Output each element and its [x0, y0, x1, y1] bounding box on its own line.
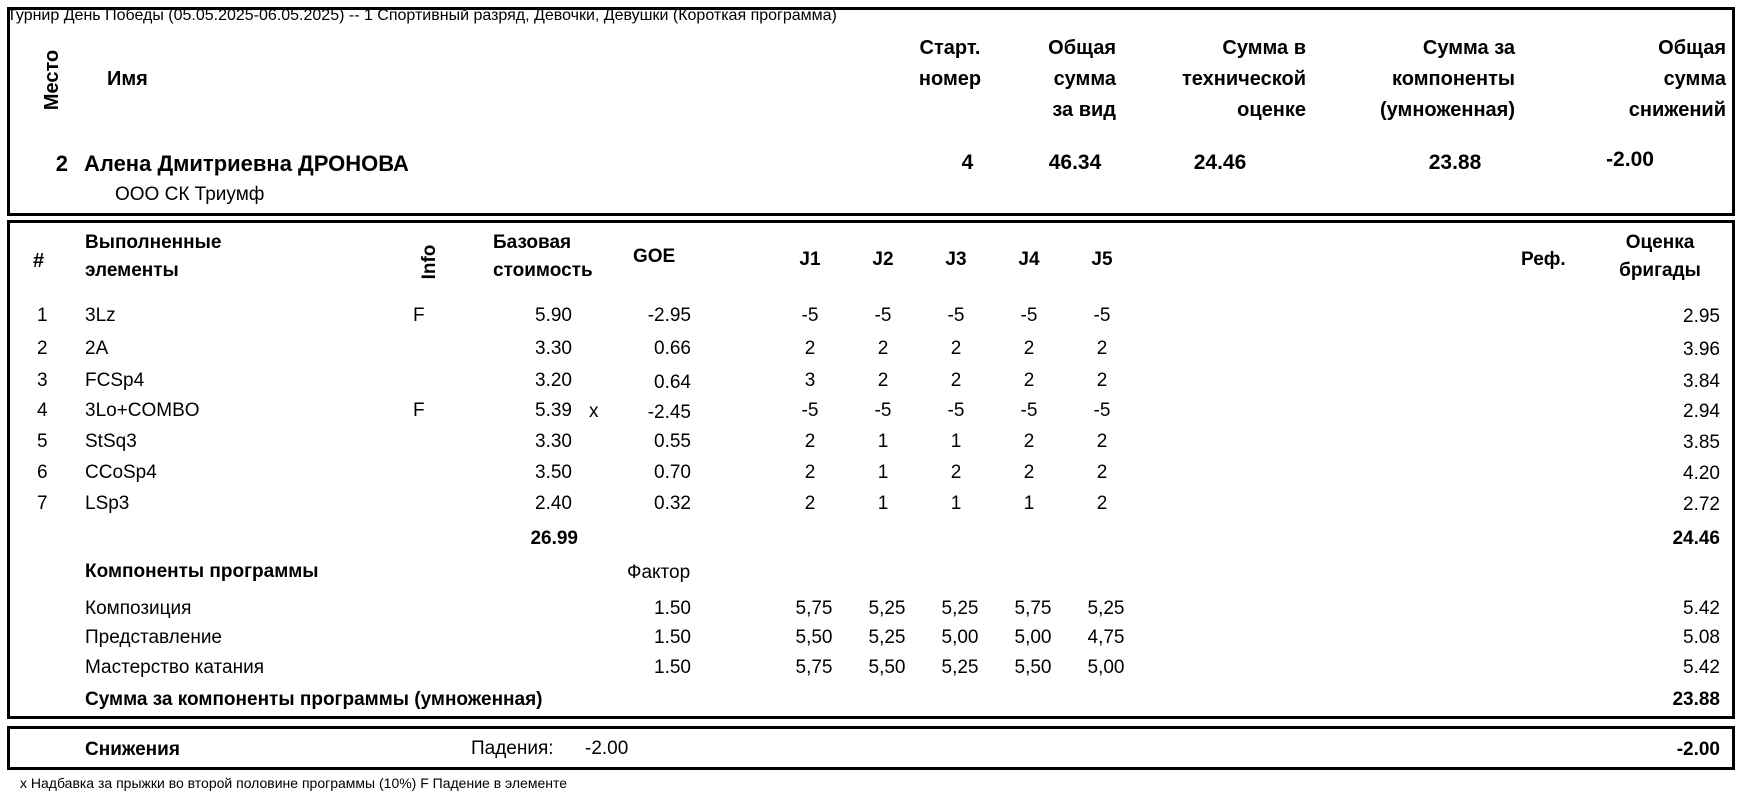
element-row-number: 4 [37, 400, 48, 421]
element-judge-score: 2 [804, 431, 816, 452]
technical-score-header-line: оценке [1237, 99, 1306, 121]
element-judge-score: 2 [1023, 431, 1035, 452]
element-judge-score: -5 [947, 400, 965, 421]
technical-score-header-line: технической [1181, 68, 1306, 90]
element-code: StSq3 [85, 431, 137, 452]
total-score-header-line: сумма [1053, 68, 1116, 90]
skater-deductions: -2.00 [1606, 148, 1654, 171]
skater-club: ООО СК Триумф [115, 184, 265, 205]
element-code: 3Lo+COMBO [85, 400, 200, 421]
deductions-total-header [1570, 33, 1726, 126]
element-goe: 0.70 [654, 462, 691, 483]
component-name: Мастерство катания [85, 657, 264, 678]
component-judge-score: 5,50 [1014, 657, 1052, 678]
element-judge-score: 1 [877, 431, 889, 452]
element-bonus-mark: x [589, 401, 599, 422]
element-goe: -2.45 [647, 402, 691, 423]
technical-score-header [1130, 33, 1306, 126]
element-judge-score: 3 [804, 370, 816, 391]
element-judge-score: 2 [804, 493, 816, 514]
element-code: FCSp4 [85, 370, 145, 391]
start-number-header [900, 33, 1000, 95]
judge-3-header: J3 [945, 249, 967, 270]
element-base-value: 2.40 [535, 493, 572, 514]
element-judge-score: 1 [1023, 493, 1035, 514]
element-judge-score: 2 [1096, 462, 1108, 483]
base-value-header-line: Базовая [493, 232, 572, 253]
judge-2-header: J2 [872, 249, 894, 270]
element-judge-score: 2 [1096, 431, 1108, 452]
element-row-number: 2 [37, 338, 48, 359]
element-info: F [413, 400, 425, 421]
element-judge-score: 2 [1096, 338, 1108, 359]
element-code: CCoSp4 [85, 462, 157, 483]
element-judge-score: -5 [801, 400, 819, 421]
element-panel-score: 3.96 [1683, 339, 1720, 360]
component-judge-score: 5,25 [1087, 598, 1125, 619]
element-base-value: 3.30 [535, 431, 572, 452]
event-title: Турнир День Победы (05.05.2025-06.05.2025) -- 1 Спортивный разряд, Девочки, Девушки (Короткая программа) [7, 7, 837, 24]
element-panel-score: 2.94 [1683, 401, 1720, 422]
start-number-header-line: номер [918, 68, 982, 90]
base-value-header [493, 229, 593, 285]
skater-place: 2 [55, 151, 68, 176]
technical-score-header-line: Сумма в [1222, 37, 1306, 59]
element-info: F [413, 305, 425, 326]
component-judge-score: 5,25 [941, 657, 979, 678]
elements-header-line: элементы [85, 260, 179, 281]
footnote: x Надбавка за прыжки во второй половине программы (10%) F Падение в элементе [20, 775, 567, 791]
components-total-label: Сумма за компоненты программы (умноженная) [85, 689, 543, 710]
element-panel-score: 2.95 [1683, 306, 1720, 327]
element-judge-score: 2 [1023, 370, 1035, 391]
element-judge-score: 1 [950, 431, 962, 452]
element-base-value: 3.50 [535, 462, 572, 483]
component-factor: 1.50 [654, 657, 691, 678]
components-score-header-line: Сумма за [1422, 37, 1515, 59]
component-judge-score: 5,00 [1087, 657, 1125, 678]
component-judge-score: 4,75 [1087, 627, 1125, 648]
element-judge-score: 2 [1096, 493, 1108, 514]
skater-components-score: 23.88 [1428, 151, 1482, 174]
element-judge-score: -5 [1093, 400, 1111, 421]
component-factor: 1.50 [654, 627, 691, 648]
component-panel-score: 5.42 [1683, 657, 1720, 678]
component-judge-score: 5,75 [1014, 598, 1052, 619]
element-judge-score: 2 [1023, 462, 1035, 483]
element-row-number: 3 [37, 370, 48, 391]
element-row-number: 1 [37, 305, 48, 326]
element-judge-score: 2 [804, 338, 816, 359]
deductions-total-value: -2.00 [1676, 739, 1720, 760]
elements-header [85, 229, 221, 285]
element-judge-score: -5 [874, 305, 892, 326]
judge-4-header: J4 [1018, 249, 1040, 270]
total-score-header-line: Общая [1048, 37, 1116, 59]
element-judge-score: -5 [1093, 305, 1111, 326]
component-panel-score: 5.42 [1683, 598, 1720, 619]
element-base-value: 5.90 [535, 305, 572, 326]
element-judge-score: 2 [950, 462, 962, 483]
components-total-value: 23.88 [1672, 689, 1720, 710]
element-judge-score: 2 [804, 462, 816, 483]
falls-value: -2.00 [585, 738, 629, 759]
element-goe: 0.64 [654, 372, 691, 393]
falls-label: Падения: [471, 738, 554, 759]
element-base-value: 3.20 [535, 370, 572, 391]
element-number-header: # [33, 250, 45, 272]
component-name: Представление [85, 627, 222, 648]
element-panel-score: 3.85 [1683, 432, 1720, 453]
element-code: 3Lz [85, 305, 116, 326]
element-judge-score: 2 [950, 338, 962, 359]
total-score-header [1000, 33, 1116, 126]
component-panel-score: 5.08 [1683, 627, 1720, 648]
element-row-number: 6 [37, 462, 48, 483]
deductions-box [7, 726, 1735, 770]
elements-header-line: Выполненные [85, 232, 222, 253]
component-judge-score: 5,25 [941, 598, 979, 619]
element-judge-score: 1 [950, 493, 962, 514]
base-value-total: 26.99 [530, 528, 578, 549]
skater-total-score: 46.34 [1048, 151, 1102, 174]
element-base-value: 5.39 [535, 400, 572, 421]
component-judge-score: 5,25 [868, 598, 906, 619]
element-goe: 0.55 [654, 431, 691, 452]
element-code: 2A [85, 338, 109, 359]
component-judge-score: 5,00 [941, 627, 979, 648]
element-judge-score: 2 [877, 370, 889, 391]
element-judge-score: 1 [877, 462, 889, 483]
element-goe: 0.66 [654, 338, 691, 359]
referee-header: Реф. [1521, 249, 1566, 270]
components-score-header-line: (умноженная) [1380, 99, 1515, 121]
factor-header: Фактор [627, 562, 691, 583]
start-number-header-line: Старт. [919, 37, 981, 59]
element-judge-score: -5 [947, 305, 965, 326]
judge-1-header: J1 [799, 249, 821, 270]
element-row-number: 7 [37, 493, 48, 514]
place-column-header: Место [41, 49, 63, 111]
element-score-total: 24.46 [1672, 528, 1720, 549]
element-row-number: 5 [37, 431, 48, 452]
panel-score-header-line: бригады [1619, 260, 1701, 281]
name-column-header: Имя [107, 68, 148, 90]
component-judge-score: 5,50 [795, 627, 833, 648]
element-judge-score: 1 [877, 493, 889, 514]
element-judge-score: -5 [1020, 305, 1038, 326]
component-judge-score: 5,00 [1014, 627, 1052, 648]
judge-5-header: J5 [1091, 249, 1113, 270]
skater-name: Алена Дмитриевна ДРОНОВА [84, 151, 409, 176]
components-heading: Компоненты программы [85, 561, 319, 582]
element-panel-score: 3.84 [1683, 371, 1720, 392]
base-value-header-line: стоимость [493, 260, 593, 281]
deductions-total-header-line: Общая [1658, 37, 1726, 59]
goe-header: GOE [633, 246, 676, 267]
info-header: Info [419, 244, 440, 280]
component-judge-score: 5,75 [795, 598, 833, 619]
deductions-total-header-line: снижений [1628, 99, 1726, 121]
element-judge-score: 2 [1096, 370, 1108, 391]
element-judge-score: -5 [1020, 400, 1038, 421]
total-score-header-line: за вид [1052, 99, 1116, 121]
element-panel-score: 2.72 [1683, 494, 1720, 515]
element-goe: 0.32 [654, 493, 691, 514]
components-score-header-line: компоненты [1392, 68, 1515, 90]
element-judge-score: 2 [1023, 338, 1035, 359]
element-code: LSp3 [85, 493, 130, 514]
element-goe: -2.95 [647, 305, 691, 326]
components-score-header [1340, 33, 1515, 126]
element-judge-score: 2 [877, 338, 889, 359]
panel-score-header-line: Оценка [1625, 232, 1695, 253]
component-factor: 1.50 [654, 598, 691, 619]
element-judge-score: -5 [874, 400, 892, 421]
skater-technical-score: 24.46 [1193, 151, 1247, 174]
panel-score-header [1600, 229, 1720, 285]
element-panel-score: 4.20 [1683, 463, 1720, 484]
deductions-label: Снижения [85, 739, 180, 760]
element-judge-score: 2 [950, 370, 962, 391]
component-judge-score: 5,75 [795, 657, 833, 678]
component-name: Композиция [85, 598, 192, 619]
skater-start-number: 4 [961, 151, 974, 174]
component-judge-score: 5,50 [868, 657, 906, 678]
component-judge-score: 5,25 [868, 627, 906, 648]
deductions-total-header-line: сумма [1663, 68, 1726, 90]
element-judge-score: -5 [801, 305, 819, 326]
element-base-value: 3.30 [535, 338, 572, 359]
